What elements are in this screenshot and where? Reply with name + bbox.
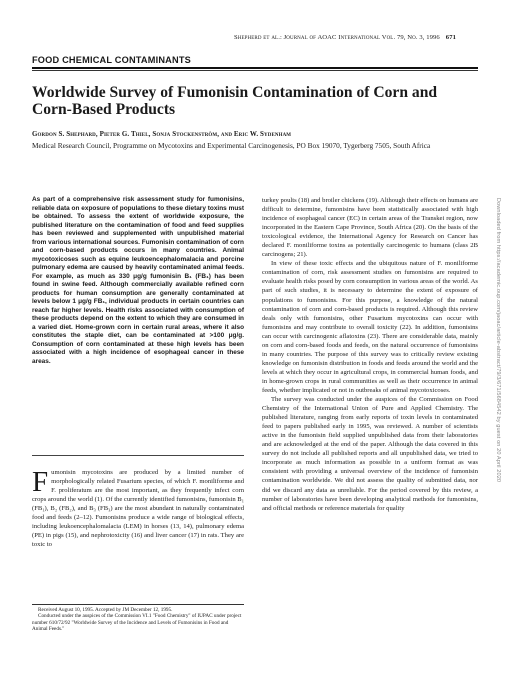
page-number: 671	[445, 34, 456, 41]
received-date: Received August 10, 1995. Accepted by JM December 12, 1995.	[38, 607, 173, 613]
body-column-right	[262, 196, 478, 513]
paragraph-1: turkey poults (18) and broiler chickens (19). Although their effects on humans are difficult to determine, fumonisins have been statistically associated with high incidence of esophageal cancer (EC) in certain areas of the Transkei region, now incorporated in the Eastern Cape Province, South Africa (20). On the basis of the toxicological evidence, the International Agency for Research on Cancer has declared F. moniliforme toxins as potentially carcinogenic to humans (class 2B carcinogens; 21).	[262, 197, 478, 259]
article-title: Worldwide Survey of Fumonisin Contamination of Corn and Corn-Based Products	[32, 84, 438, 118]
affiliation: Medical Research Council, Programme on Mycotoxins and Experimental Carcinogenesis, PO Box 19070, Tygerberg 7505, South Africa	[32, 141, 431, 150]
abstract-divider	[32, 455, 244, 456]
drop-cap: F	[32, 466, 49, 498]
body-column-left	[32, 468, 244, 549]
journal-citation: Shepherd et al.: Journal of AOAC International Vol. 79, No. 3, 1996	[234, 34, 440, 41]
footnote	[32, 607, 244, 632]
running-head	[234, 34, 456, 41]
conducted-note: Conducted under the auspices of the Commission VI.1 "Food Chemistry" of IUPAC under project number 610/72/92 "Worldwide Survey of the Incidence and Levels of Fumonisins in Food and Animal Feeds."	[32, 613, 242, 632]
download-stamp-text: Downloaded from https://academic.oup.com/jaoac/article-abstract/79/3/671/5684542 by guest on 20 April 2020	[495, 197, 501, 483]
abstract: As part of a comprehensive risk assessment study for fumonisins, reliable data on exposure of populations to these dietary toxins must be obtained. To assess the extent of worldwide exposure, the published literature on the contamination of food and feed supplies has been reviewed and supplemented with unpublished material from various international sources. Fumonisin contamination of corn and corn-based products occurs in many countries. Animal mycotoxicoses such as equine leukoencephalomalacia and porcine pulmonary edema are caused by heavily contaminated animal feeds. For example, as much as 330 μg/g fumonisin B₁ (FB₁) has been found in swine feed. Although commercially available refined corn products for human consumption are generally contaminated at levels below 1 μg/g FB₁, individual products in certain countries can reach far higher levels. Health risks associated with consumption of these products depend on the extent to which they are consumed in a varied diet. Home-grown corn in certain rural areas, where it also constitutes the staple diet, can be contaminated at >100 μg/g. Consumption of corn contaminated at these high levels has been associated with a high incidence of esophageal cancer in these areas.	[32, 196, 244, 365]
section-heading: FOOD CHEMICAL CONTAMINANTS	[32, 55, 191, 65]
footnote-rule	[32, 604, 244, 605]
intro-text: umonisin mycotoxins are produced by a limited number of morphologically related Fusarium species, of which F. moniliforme and F. proliferatum are the most important, as they frequently infect corn crops around the world (1). Of the currently identified fumonisins, fumonisin B₁ (FB₁), B₂ (FB₂), and B₃ (FB₃) are the most abundant in naturally contaminated food and feeds (2–12). Fumonisins produce a wide range of biological effects, including leukoencephalomalacia (LEM) in horses (13, 14), pulmonary edema (PE) in pigs (15), and nephrotoxicity (16) and liver cancer (17) in rats. They are toxic to	[32, 469, 244, 549]
section-rule-thin	[32, 70, 478, 71]
section-rule	[32, 67, 478, 69]
intro-paragraph	[32, 468, 244, 549]
paragraph-3: The survey was conducted under the auspices of the Commission on Food Chemistry of the International Union of Pure and Applied Chemistry. The published literature, ranging from early reports of toxin levels in contaminated feed to papers published early in 1995, was reviewed. A number of scientists active in the fumonisin field supplied unpublished data from their laboratories and are acknowledged at the end of the paper. Although the data covered in this survey do not include all published reports and all unpublished data, we tried to incorporate as much information as possible in a uniform format as was consistent with providing a universal overview of the incidence of fumonisin contamination worldwide. We did not assess the quality of submitted data, nor did we discard any data as unreliable. For the period covered by this review, a number of laboratories have been developing analytical methods for fumonisins, and official methods or reference materials for quality	[262, 396, 478, 512]
download-stamp	[492, 40, 504, 640]
author-list: Gordon S. Shephard, Pieter G. Thiel, Sonja Stockenström, and Eric W. Sydenham	[32, 130, 292, 138]
paragraph-2: In view of these toxic effects and the ubiquitous nature of F. moniliforme contamination of corn, risk assessment studies on fumonisins are required to evaluate health risks posed by corn consumption in various areas of the world. As part of such studies, it is necessary to determine the extent of exposure of populations to fumonisins. For this purpose, a knowledge of the natural contamination of corn and corn-based products is required. Although this review deals only with fumonisins, other Fusarium mycotoxins can occur with fumonisins and may contribute to overall toxicity (22). In addition, fumonisins can occur with carcinogenic aflatoxins (23). There are considerable data, mainly on corn and corn-based foods and feeds, on the natural occurrence of fumonisins in many countries. The purpose of this survey was to critically review existing knowledge on fumonisin distribution in foods and feeds around the world and the levels at which they occur in agricultural crops, in commercial human foods, and in home-grown crops in rural communities as well as their occurrence in animal feeds, whether implicated or not in outbreaks of animal mycotoxicoses.	[262, 260, 478, 394]
